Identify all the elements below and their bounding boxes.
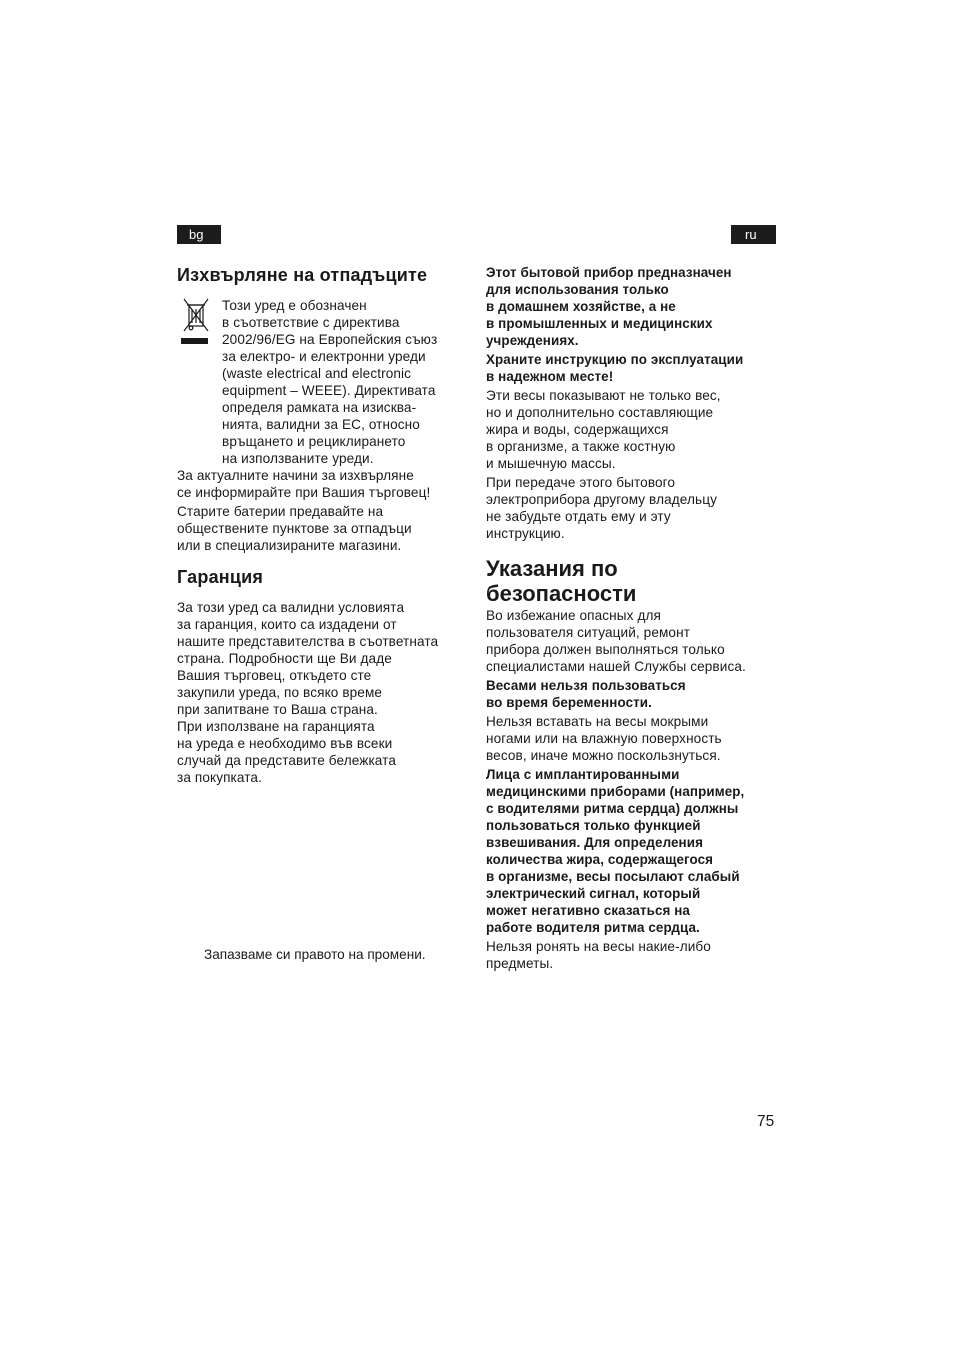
wet-feet-warning: Нельзя вставать на весы мокрыми ногами или на влажную поверхность весов, иначе можно поскользнуться. [486, 714, 722, 763]
batteries-text: Старите батерии предавайте на обществените пунктове за отпадъци или в специализираните магазини. [177, 504, 412, 553]
intro-bold-text: Этот бытовой прибор предназначен для использования только в домашнем хозяйстве, а не в промышленных и медицинских учреждениях. [486, 265, 732, 348]
pregnancy-warning: Весами нельзя пользоваться во время беременности. [486, 678, 686, 710]
language-tag-bg: bg [177, 225, 221, 244]
weee-block [177, 297, 467, 467]
bulgarian-column [177, 264, 467, 786]
implants-warning: Лица с имплантированными медицинскими приборами (например, с водителями ритма сердца) должны пользоваться только функцией взвешивания. Для определения количества жира, содержащегося в организме, весы посылают слабый электрический сигнал, который может негативно сказаться на работе водителя ритма сердца. [486, 767, 745, 935]
page-number: 75 [757, 1113, 775, 1130]
safety-heading: Указания по безопасности [486, 556, 637, 606]
crossed-out-wheelie-bin-icon [177, 297, 222, 467]
warranty-heading: Гаранция [177, 567, 264, 587]
weee-text: Този уред е обозначен в съответствие с директива 2002/96/EG на Европейския съюз за електро- и електронни уреди (waste electrical and electronic equipment – WEEE). Директивата определя рамката на изисква- нията, валидни за ЕС, относно връщането и рециклирането на използваните уреди. [222, 298, 438, 466]
reserve-rights-note: Запазваме си правото на промени. [204, 947, 426, 962]
russian-column [486, 264, 778, 972]
drop-warning: Нельзя ронять на весы накие-либо предметы. [486, 939, 711, 971]
disposal-heading: Изхвърляне на отпадъците [177, 265, 428, 285]
language-tag-ru: ru [731, 225, 776, 244]
scale-shows-text: Эти весы показывают не только вес, но и дополнительно составляющие жира и воды, содержащихся в организме, а также костную и мышечную массы. [486, 388, 721, 471]
safety-paragraph-1: Во избежание опасных для пользователя ситуаций, ремонт прибора должен выполняться только специалистами нашей Службы сервиса. [486, 608, 746, 674]
warranty-paragraph-2: При използване на гаранцията на уреда е необходимо във всеки случай да представите бележката за покупката. [177, 719, 396, 785]
keep-instructions-text: Храните инструкцию по эксплуатации в надежном месте! [486, 352, 744, 384]
warranty-paragraph-1: За този уред са валидни условията за гаранция, които са издадени от нашите представителства в съответната страна. Подробности ще Ви даде Вашия търговец, откъдето сте закупили уреда, по всяко време при запитване то Ваша страна. [177, 600, 439, 717]
current-methods-text: За актуалните начини за изхвърляне се информирайте при Вашия търговец! [177, 468, 431, 500]
transfer-text: При передаче этого бытового электроприбора другому владельцу не забудьте отдать ему и эту инструкцию. [486, 475, 718, 541]
